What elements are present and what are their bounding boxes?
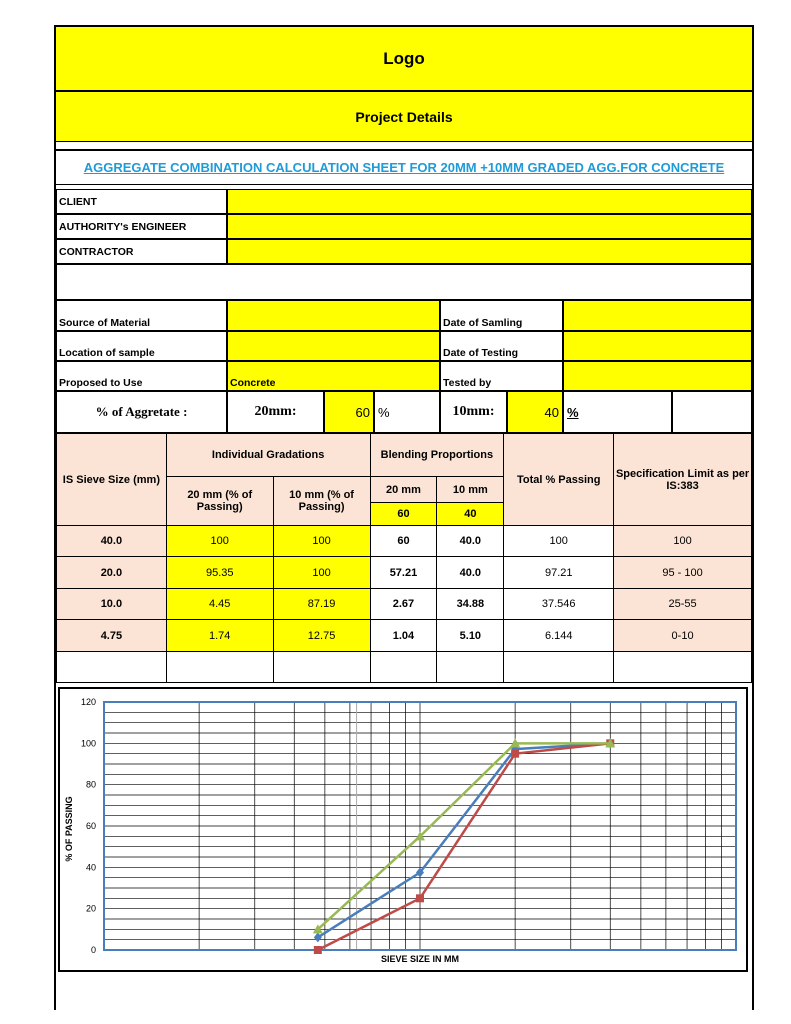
tested-by-field[interactable] [563, 361, 752, 391]
location-field[interactable] [227, 331, 440, 361]
location-label: Location of sample [56, 331, 227, 361]
blend-10mm-proportion[interactable]: 40 [437, 503, 504, 526]
chart-svg [60, 689, 746, 970]
total-cell: 100 [504, 526, 614, 557]
b20-cell: 1.04 [370, 620, 437, 652]
agg10-pct: % [563, 391, 672, 433]
spec-cell: 95 - 100 [614, 557, 752, 589]
source-label: Source of Material [56, 300, 227, 331]
sieve-cell: 4.75 [57, 620, 167, 652]
table-row [57, 589, 752, 620]
date-testing-label: Date of Testing [440, 331, 563, 361]
sheet-title-row [56, 149, 752, 185]
use-field[interactable]: Concrete [227, 361, 440, 391]
b10-cell: 40.0 [437, 526, 504, 557]
g10-cell[interactable]: 100 [273, 526, 370, 557]
sieve-size-header: IS Sieve Size (mm) [57, 434, 167, 526]
agg20-label: 20mm: [227, 391, 324, 433]
source-field[interactable] [227, 300, 440, 331]
b10-cell: 34.88 [437, 589, 504, 620]
agg20-value[interactable]: 60 [324, 391, 374, 433]
b20-cell: 57.21 [370, 557, 437, 589]
individual-gradations-header: Individual Gradations [166, 434, 370, 477]
blend-20mm-proportion[interactable]: 60 [370, 503, 437, 526]
total-cell: 97.21 [504, 557, 614, 589]
b10-cell: 40.0 [437, 557, 504, 589]
sheet-title: AGGREGATE COMBINATION CALCULATION SHEET FOR 20MM +10MM GRADED AGG.FOR CONCRETE [83, 160, 725, 175]
data-point [314, 932, 322, 942]
b10-cell: 5.10 [437, 620, 504, 652]
contractor-field[interactable] [227, 239, 752, 264]
y-tick-label: 60 [85, 821, 96, 831]
tested-by-label: Tested by [440, 361, 563, 391]
spec-cell: 100 [614, 526, 752, 557]
series-line [318, 743, 610, 937]
engineer-label: AUTHORITY's ENGINEER [56, 214, 227, 239]
g10-cell[interactable]: 100 [273, 557, 370, 589]
y-tick-label: 120 [80, 697, 96, 707]
date-sampling-field[interactable] [563, 300, 752, 331]
calculation-sheet [54, 25, 754, 1010]
data-point [511, 750, 519, 758]
gradation-chart [58, 687, 748, 972]
total-cell: 6.144 [504, 620, 614, 652]
gradation-20mm-header: 20 mm (% of Passing) [166, 477, 273, 526]
y-tick-label: 0 [90, 945, 96, 955]
agg10-label: 10mm: [440, 391, 507, 433]
g10-cell[interactable]: 12.75 [273, 620, 370, 652]
agg20-pct: % [374, 391, 440, 433]
spec-limit-header: Specification Limit as per IS:383 [614, 434, 752, 526]
y-tick-label: 20 [85, 903, 96, 914]
engineer-field[interactable] [227, 214, 752, 239]
client-label: CLIENT [56, 189, 227, 214]
client-field[interactable] [227, 189, 752, 214]
sieve-cell: 10.0 [57, 589, 167, 620]
gradation-table [56, 433, 752, 683]
blend-10mm-header: 10 mm [437, 477, 504, 503]
spec-cell: 0-10 [614, 620, 752, 652]
contractor-label: CONTRACTOR [56, 239, 227, 264]
spacer-row [56, 264, 752, 300]
g20-cell[interactable]: 4.45 [166, 589, 273, 620]
logo-text: Logo [383, 48, 425, 68]
gradation-10mm-header: 10 mm (% of Passing) [273, 477, 370, 526]
date-sampling-label: Date of Samling [440, 300, 563, 331]
y-tick-label: 100 [80, 738, 96, 749]
b20-cell: 2.67 [370, 589, 437, 620]
aggregate-empty-cell [672, 391, 752, 433]
y-tick-label: 80 [85, 779, 96, 790]
g20-cell[interactable]: 1.74 [166, 620, 273, 652]
blending-proportions-header: Blending Proportions [370, 434, 504, 477]
project-details-text: Project Details [355, 108, 453, 125]
table-row [57, 620, 752, 652]
agg10-value[interactable]: 40 [507, 391, 563, 433]
total-passing-header: Total % Passing [504, 434, 614, 526]
project-details-banner [56, 92, 752, 142]
empty-row [57, 652, 752, 683]
y-tick-label: 40 [85, 862, 96, 873]
total-cell: 37.546 [504, 589, 614, 620]
table-row [57, 557, 752, 589]
blend-20mm-header: 20 mm [370, 477, 437, 503]
sieve-cell: 20.0 [57, 557, 167, 589]
sieve-cell: 40.0 [57, 526, 167, 557]
data-point [314, 946, 322, 954]
b20-cell: 60 [370, 526, 437, 557]
g20-cell[interactable]: 100 [166, 526, 273, 557]
spec-cell: 25-55 [614, 589, 752, 620]
data-point [416, 894, 424, 902]
x-axis-label: SIEVE SIZE IN MM [380, 954, 460, 964]
table-row [57, 526, 752, 557]
g10-cell[interactable]: 87.19 [273, 589, 370, 620]
g20-cell[interactable]: 95.35 [166, 557, 273, 589]
logo-banner [56, 27, 752, 92]
y-axis-label: % OF PASSING [64, 796, 74, 862]
date-testing-field[interactable] [563, 331, 752, 361]
use-label: Proposed to Use [56, 361, 227, 391]
aggregate-label: % of Aggretate : [56, 391, 227, 433]
